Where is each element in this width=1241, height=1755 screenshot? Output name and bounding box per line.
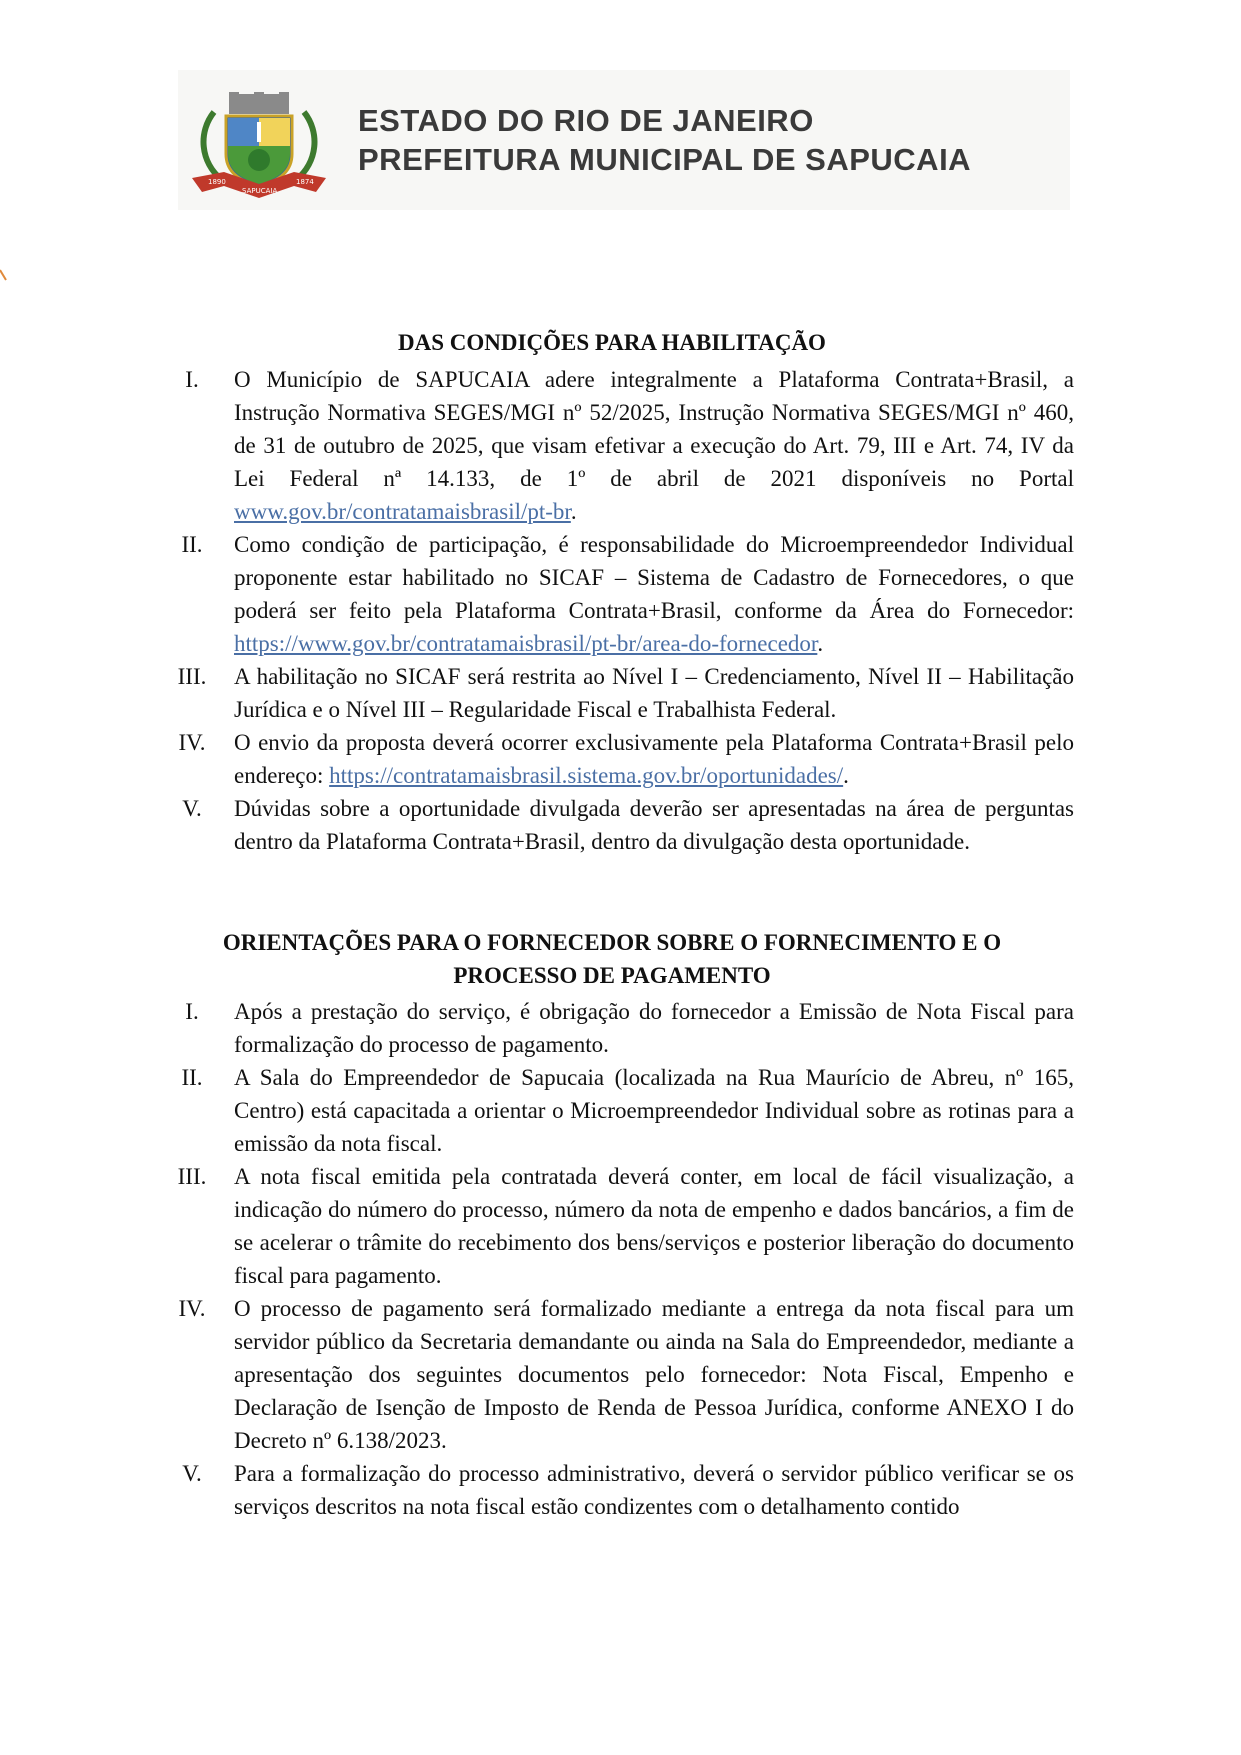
item-text: Após a prestação do serviço, é obrigação do fornecedor a Emissão de Nota Fiscal para formalização do processo de pagamento. [234, 999, 1074, 1057]
item-text: A nota fiscal emitida pela contratada deverá conter, em local de fácil visualização, a indicação do número do processo, número da nota de empenho e dados bancários, a fim de se acelerar o trâmite do recebimento dos bens/serviços e posterior liberação do documento fiscal para pagamento. [234, 1164, 1074, 1288]
item-number: II. [181, 1065, 203, 1090]
letterhead-text [358, 102, 971, 180]
item-text: O processo de pagamento será formalizado mediante a entrega da nota fiscal para um servidor público da Secretaria demandante ou ainda na Sala do Empreendedor, mediante a apresentação dos seguintes documentos pelo fornecedor: Nota Fiscal, Empenho e Declaração de Isenção de Imposto de Renda de Pessoa Jurídica, conforme ANEXO I do Decreto nº 6.138/2023. [234, 1296, 1074, 1453]
item-text: Dúvidas sobre a oportunidade divulgada deverão ser apresentadas na área de perguntas dentro da Plataforma Contrata+Brasil, dentro da divulgação desta oportunidade. [234, 796, 1074, 854]
item-number: III. [177, 1164, 207, 1189]
list-item [150, 363, 1074, 528]
list-item [150, 1160, 1074, 1292]
item-number: II. [181, 532, 203, 557]
municipal-coat-of-arms-icon [184, 92, 334, 202]
state-name: ESTADO DO RIO DE JANEIRO [358, 103, 814, 138]
item-text: A habilitação no SICAF será restrita ao Nível I – Credenciamento, Nível II – Habilitação Jurídica e o Nível III – Regularidade Fiscal e Trabalhista Federal. [234, 664, 1074, 722]
list-item [150, 726, 1074, 792]
list-item [150, 995, 1074, 1061]
list-item [150, 1061, 1074, 1160]
list-item [150, 660, 1074, 726]
crest-ribbon-right: 1874 [296, 178, 314, 186]
section-title-orientacoes [150, 926, 1074, 992]
item-number: I. [185, 367, 199, 392]
item-text: Para a formalização do processo administrativo, deverá o servidor público verificar se os serviços descritos na nota fiscal estão condizentes com o detalhamento contido [234, 1461, 1074, 1519]
orientacoes-list [150, 995, 1074, 1523]
crest-ribbon-center: SAPUCAIA [242, 187, 278, 195]
section-title-line1: ORIENTAÇÕES PARA O FORNECEDOR SOBRE O FORNECIMENTO E O [222, 930, 1002, 955]
section-title-habilitacao: DAS CONDIÇÕES PARA HABILITAÇÃO [398, 330, 826, 355]
supplier-area-link[interactable]: https://www.gov.br/contratamaisbrasil/pt-br/area-do-fornecedor [234, 631, 818, 656]
portal-link[interactable]: www.gov.br/contratamaisbrasil/pt-br [234, 499, 571, 524]
list-item [150, 528, 1074, 660]
item-text: Como condição de participação, é responsabilidade do Microempreendedor Individual proponente estar habilitado no SICAF – Sistema de Cadastro de Fornecedores, o que poderá ser feito pela Plataforma Contrata+Brasil, conforme da Área do Fornecedor: https://www.gov.br/contratamaisbrasil/pt-br/area-do-fornecedor. [234, 532, 1074, 656]
document-body [150, 326, 1074, 1523]
scan-corner-mark [0, 268, 8, 288]
list-item [150, 792, 1074, 858]
municipality-name: PREFEITURA MUNICIPAL DE SAPUCAIA [358, 142, 972, 177]
list-item [150, 1292, 1074, 1457]
item-number: V. [182, 796, 202, 821]
item-text: A Sala do Empreendedor de Sapucaia (localizada na Rua Maurício de Abreu, nº 165, Centro) está capacitada a orientar o Microempreendedor Individual sobre as rotinas para a emissão da nota fiscal. [234, 1065, 1074, 1156]
item-number: IV. [178, 730, 206, 755]
item-text: O envio da proposta deverá ocorrer exclusivamente pela Plataforma Contrata+Brasil pelo endereço: https://contratamaisbrasil.sistema.gov.br/oportunidades/. [234, 730, 1074, 788]
habilitacao-list [150, 363, 1074, 858]
item-number: V. [182, 1461, 202, 1486]
section-title-line2: PROCESSO DE PAGAMENTO [453, 963, 771, 988]
list-item [150, 1457, 1074, 1523]
item-text: O Município de SAPUCAIA adere integralmente a Plataforma Contrata+Brasil, a Instrução Normativa SEGES/MGI nº 52/2025, Instrução Normativa SEGES/MGI nº 460, de 31 de outubro de 2025, que visam efetivar a execução do Art. 79, III e Art. 74, IV da Lei Federal nª 14.133, de 1º de abril de 2021 disponíveis no Portal www.gov.br/contratamaisbrasil/pt-br. [234, 367, 1074, 524]
letterhead [178, 70, 1070, 210]
section-gap [150, 858, 1074, 926]
item-number: I. [185, 999, 199, 1024]
crest-ribbon-left: 1890 [208, 178, 226, 186]
item-number: IV. [178, 1296, 206, 1321]
opportunities-link[interactable]: https://contratamaisbrasil.sistema.gov.br/oportunidades/ [329, 763, 844, 788]
item-number: III. [177, 664, 207, 689]
